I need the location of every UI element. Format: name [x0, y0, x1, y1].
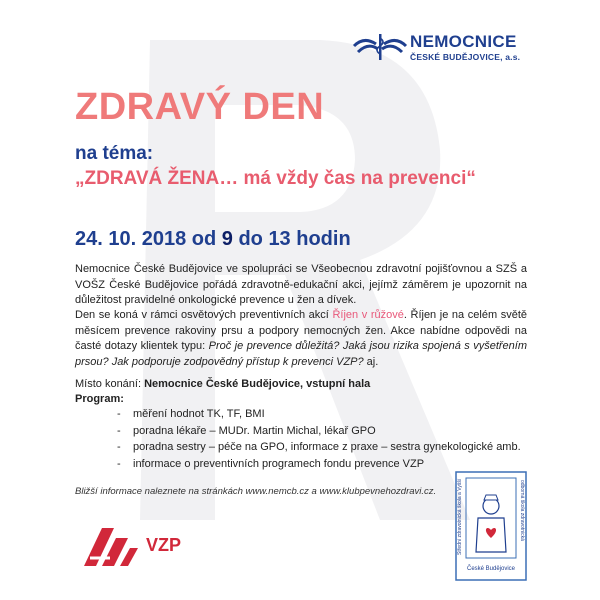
date-suffix: do 13 hodin [232, 228, 351, 250]
svg-text:České Budějovice: České Budějovice [466, 566, 516, 572]
program-item: poradna lékaře – MUDr. Martin Michal, lékař GPO [133, 424, 376, 437]
list-item [117, 408, 537, 425]
page-title: ZDRAVÝ DEN [75, 86, 325, 128]
bullet-dash: - [117, 441, 121, 453]
date-start-hour: 9 [221, 228, 233, 250]
date-prefix: 24. 10. 2018 od [75, 228, 222, 250]
theme-label: na téma: [75, 143, 154, 164]
desc-questions: Proč je prevence důležitá? Jaká jsou rizika spojená s vyšetřením prsou? Jak podporuje zodpovědný přístup k prevenci VZP? [75, 340, 527, 368]
intro-paragraph: Nemocnice České Budějovice ve spolupráci se Všeobecnou zdravotní pojišťovnou a SZŠ a VOŠZ České Budějovice pořádá zdravotně-edukační akci, jejímž záměrem je upozornit na důležitost pravidelné onkologické prevence u žen a dívek. [75, 263, 527, 306]
bullet-dash: - [117, 408, 121, 420]
program-item: poradna sestry – péče na GPO, informace z praxe – sestra gynekologické amb. [133, 441, 521, 453]
program-item: informace o preventivních programech fondu prevence VZP [133, 457, 425, 470]
event-date [75, 228, 351, 251]
venue-value: Nemocnice České Budějovice, vstupní hala [144, 378, 371, 390]
vzp-logo [80, 522, 190, 568]
school-logo [454, 470, 528, 582]
program-item: měření hodnot TK, TF, BMI [133, 408, 265, 420]
vzp-label: VZP [146, 535, 182, 555]
hospital-subtitle: ČESKÉ BUDĚJOVICE, a.s. [410, 52, 521, 62]
list-item [117, 425, 537, 442]
program-list [117, 408, 537, 474]
venue [75, 378, 370, 390]
description-paragraph [75, 308, 527, 370]
program-label: Program: [75, 393, 124, 405]
svg-text:Střední zdravotnická škola a V: Střední zdravotnická škola a Vyšší [457, 478, 463, 555]
footnote: Bližší informace naleznete na stránkách www.nemcb.cz a www.klubpevnehozdravi.cz. [75, 486, 437, 497]
hospital-name: NEMOCNICE [410, 32, 517, 51]
desc-tail: aj. [363, 355, 379, 368]
hospital-logo [352, 28, 582, 72]
desc-lead: Den se koná v rámci osvětových preventivních akcí [75, 309, 333, 321]
list-item [117, 441, 537, 458]
bullet-dash: - [117, 457, 121, 470]
hospital-emblem-icon [352, 32, 408, 62]
desc-mid: . Říjen je na celém světě měsícem prevence rakoviny prsu a podpory nemocných žen. Akce nabídne odpovědi na časté dotazy klientek typu: [75, 309, 527, 352]
vzp-emblem-icon [80, 522, 140, 568]
theme-title: „ZDRAVÁ ŽENA… má vždy čas na prevenci“ [75, 168, 476, 189]
bullet-dash: - [117, 424, 121, 437]
campaign-highlight: Říjen v růžové [332, 309, 404, 321]
svg-text:odborná škola zdravotnická: odborná škola zdravotnická [519, 480, 525, 541]
venue-label: Místo konání: [75, 378, 145, 390]
